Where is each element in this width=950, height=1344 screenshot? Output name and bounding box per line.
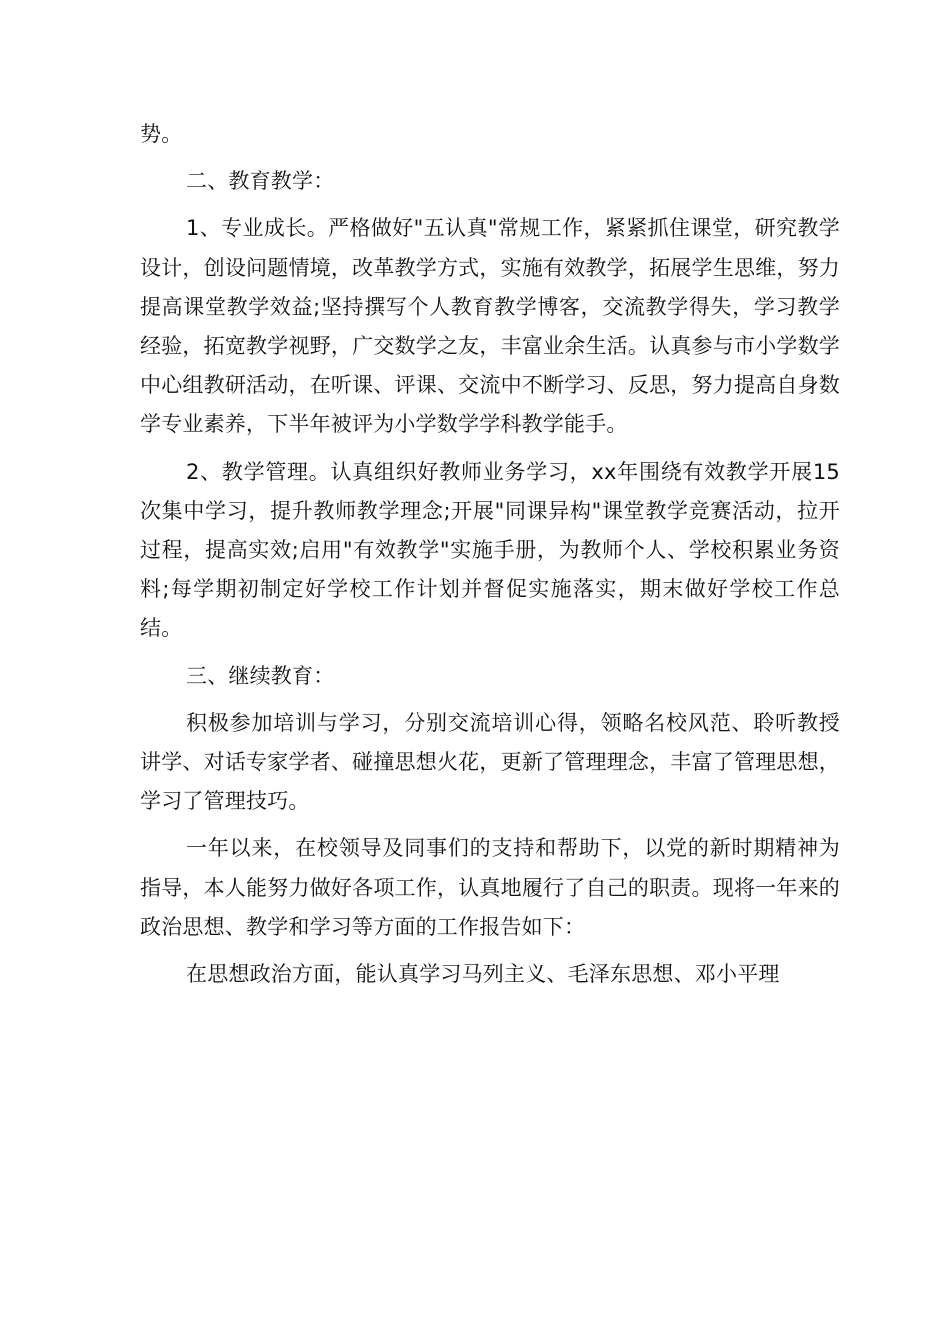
paragraph-teaching-management: 2、教学管理。认真组织好教师业务学习，xx年围绕有效教学开展15次集中学习，提升教师教学理念;开展"同课异构"课堂教学竞赛活动，拉开过程，提高实效;启用"有效教学"实施手册，为教师个人、学校积累业务资料;每学期初制定好学校工作计划并督促实施落实，期末做好学校工作总结。 bbox=[140, 459, 840, 641]
document-body bbox=[140, 115, 840, 994]
paragraph-year-summary: 一年以来，在校领导及同事们的支持和帮助下，以党的新时期精神为指导，本人能努力做好各项工作，认真地履行了自己的职责。现将一年来的政治思想、教学和学习等方面的工作报告如下： bbox=[140, 836, 840, 939]
section-heading-teaching: 二、教育教学： bbox=[186, 169, 335, 194]
paragraph-training: 积极参加培训与学习，分别交流培训心得，领略名校风范、聆听教授讲学、对话专家学者、碰撞思想火花，更新了管理理念，丰富了管理思想，学习了管理技巧。 bbox=[140, 710, 840, 814]
paragraph-continuation: 势。 bbox=[140, 122, 183, 146]
paragraph-professional-growth: 1、专业成长。严格做好"五认真"常规工作，紧紧抓住课堂，研究教学设计，创设问题情境，改革教学方式，实施有效教学，拓展学生思维，努力提高课堂教学效益;坚持撰写个人教育教学博客，交流教学得失，学习教学经验，拓宽教学视野，广交数学之友，丰富业余生活。认真参与市小学数学中心组教研活动，在听课、评课、交流中不断学习、反思，努力提高自身数学专业素养，下半年被评为小学数学学科教学能手。 bbox=[140, 216, 840, 437]
paragraph-political-thought: 在思想政治方面，能认真学习马列主义、毛泽东思想、邓小平理 bbox=[186, 962, 780, 987]
section-heading-continuing-education: 三、继续教育： bbox=[186, 663, 335, 688]
